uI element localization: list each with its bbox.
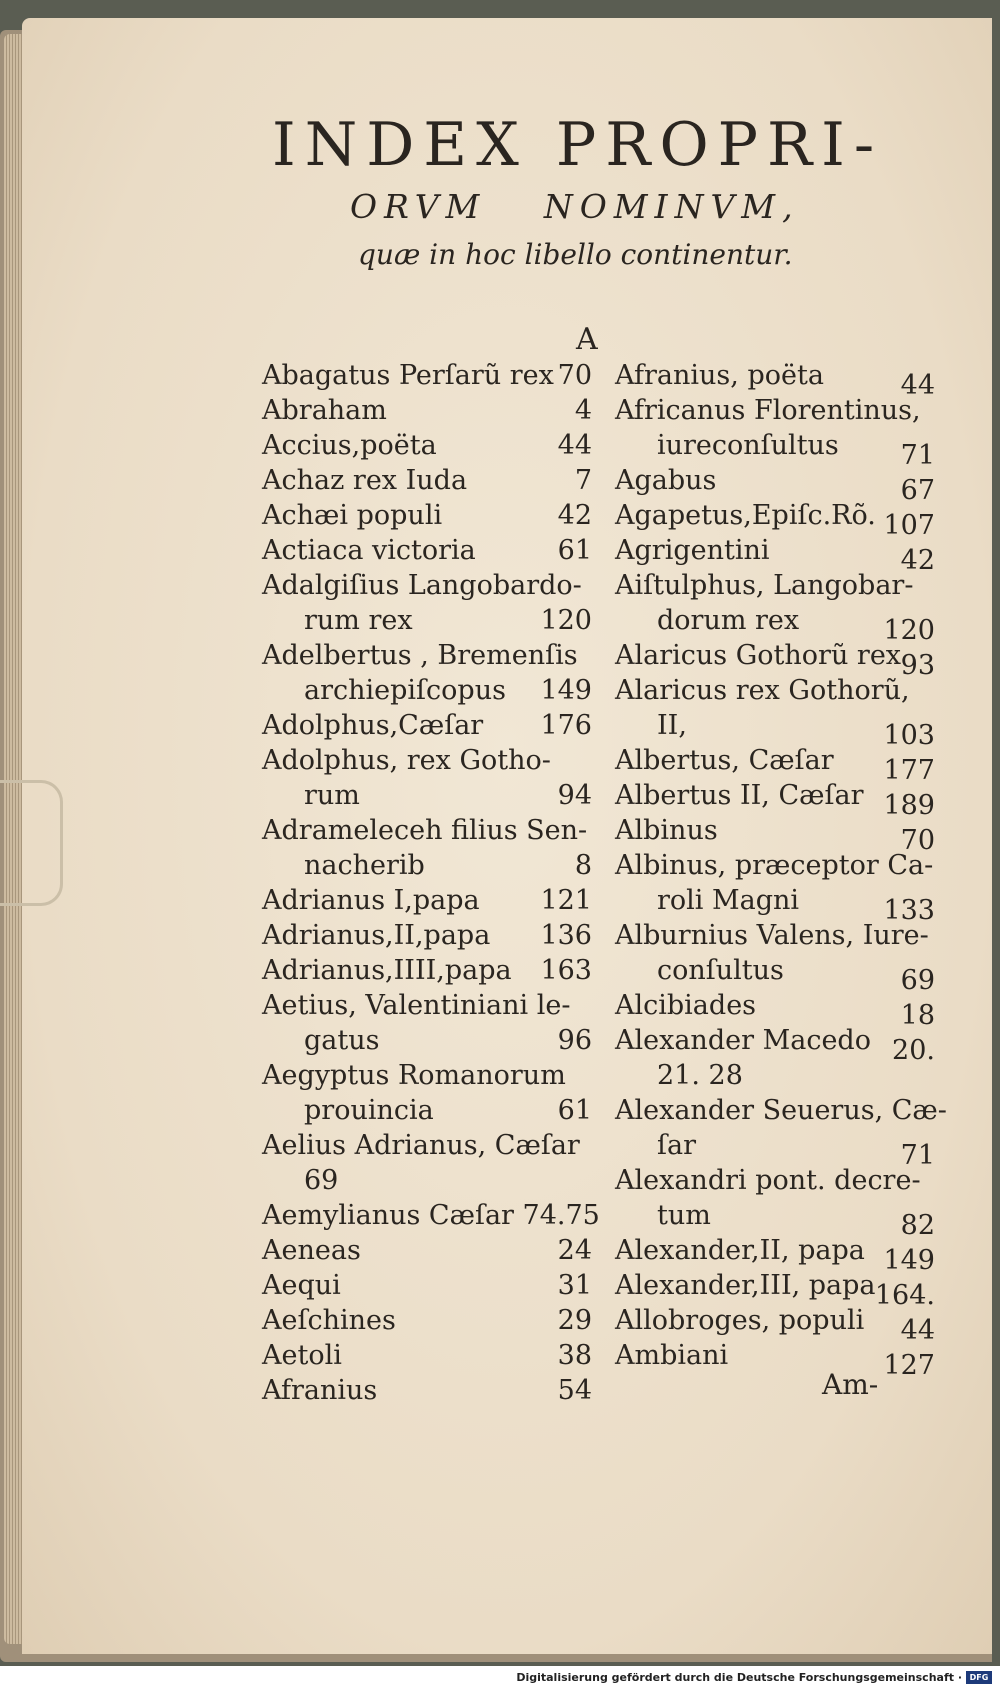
footer-credit: Digitalisierung gefördert durch die Deutsche Forschungsgemeinschaft · xyxy=(516,1671,962,1684)
entry-name: Albertus II, Cæſar xyxy=(615,780,864,811)
index-entry xyxy=(615,813,935,856)
entry-page-number: 20. xyxy=(892,1035,935,1066)
index-entry xyxy=(262,393,592,428)
index-entry xyxy=(262,498,592,533)
entry-name: Albinus xyxy=(615,815,718,846)
index-entry xyxy=(615,603,935,646)
index-entry xyxy=(262,673,592,708)
index-entry xyxy=(615,988,935,1031)
index-entry xyxy=(262,1058,592,1093)
entry-name: Afranius xyxy=(262,1375,378,1406)
index-entry xyxy=(262,1233,592,1268)
entry-page-number: 61 xyxy=(557,535,592,566)
index-entry xyxy=(262,988,592,1023)
index-entry xyxy=(615,848,935,883)
entry-page-number: 70 xyxy=(557,360,592,391)
entry-page-number: 189 xyxy=(883,790,935,821)
entry-name: Alexander,II, papa xyxy=(615,1235,865,1266)
entry-page-number: 149 xyxy=(883,1245,935,1276)
index-entry xyxy=(262,358,592,393)
page-subtitle: ORVM NOMINVM, xyxy=(350,187,800,226)
index-entry xyxy=(615,358,935,401)
index-entry xyxy=(262,1373,592,1408)
index-entry xyxy=(262,1303,592,1338)
entry-page-number: 24 xyxy=(557,1235,592,1266)
entry-page-number: 7 xyxy=(574,465,592,496)
entry-page-number: 163 xyxy=(540,955,592,986)
entry-name: Allobroges, populi xyxy=(615,1305,865,1336)
index-entry xyxy=(615,673,935,708)
entry-name: Alaricus Gothorũ rex xyxy=(615,640,902,671)
index-column-left xyxy=(262,358,600,1408)
entry-page-number: 120 xyxy=(883,615,935,646)
entry-page-number: 44 xyxy=(900,1315,935,1346)
entry-name: Adrianus I,papa xyxy=(262,885,480,916)
entry-page-number: 176 xyxy=(540,710,592,741)
index-entry xyxy=(615,638,935,681)
entry-page-number: 61 xyxy=(557,1095,592,1126)
entry-name: Achaz rex Iuda xyxy=(262,465,468,496)
entry-name: Aeneas xyxy=(262,1235,361,1266)
index-entry xyxy=(262,708,592,743)
entry-name: Alexander Macedo xyxy=(615,1025,871,1056)
entry-page-number: 8 xyxy=(574,850,592,881)
dfg-logo: DFG xyxy=(966,1671,992,1684)
entry-name: Albertus, Cæſar xyxy=(615,745,834,776)
index-entry xyxy=(262,778,592,813)
entry-name: Abagatus Perſarũ rex xyxy=(262,360,554,391)
entry-name: Adalgiſius Langobardo- xyxy=(262,570,582,601)
entry-name: roli Magni xyxy=(657,885,800,916)
index-column-right xyxy=(615,358,947,1381)
entry-page-number: 31 xyxy=(557,1270,592,1301)
entry-name: prouincia xyxy=(304,1095,434,1126)
index-entry xyxy=(262,918,592,953)
index-entry xyxy=(615,1128,935,1171)
entry-page-number: 133 xyxy=(883,895,935,926)
entry-page-number: 121 xyxy=(540,885,592,916)
entry-page-number: 136 xyxy=(540,920,592,951)
entry-name: Abraham xyxy=(262,395,387,426)
index-entry xyxy=(615,778,935,821)
entry-page-number: 127 xyxy=(883,1350,935,1381)
index-entry xyxy=(262,638,592,673)
index-entry xyxy=(262,1268,592,1303)
entry-name: Accius,poëta xyxy=(262,430,437,461)
index-entry xyxy=(262,848,592,883)
entry-name: 21. 28 xyxy=(657,1060,743,1091)
index-entry xyxy=(615,498,935,541)
entry-page-number: 103 xyxy=(883,720,935,751)
index-entry xyxy=(615,1023,935,1066)
entry-name: Adrianus,II,papa xyxy=(262,920,491,951)
index-entry xyxy=(615,708,935,751)
entry-name: Aetoli xyxy=(262,1340,342,1371)
entry-page-number: 54 xyxy=(557,1375,592,1406)
entry-page-number: 82 xyxy=(900,1210,935,1241)
entry-name: Alexander Seuerus, Cæ- xyxy=(615,1095,947,1126)
entry-name: ſar xyxy=(657,1130,696,1161)
page-subtitle-line2: quæ in hoc libello continentur. xyxy=(358,238,793,271)
entry-name: Aegyptus Romanorum xyxy=(262,1060,566,1091)
index-entry xyxy=(615,883,935,926)
entry-name: Africanus Florentinus, xyxy=(615,395,921,426)
index-entry xyxy=(262,953,592,988)
entry-name: Aeſchines xyxy=(262,1305,396,1336)
entry-page-number: 71 xyxy=(900,440,935,471)
index-entry xyxy=(262,1128,592,1163)
index-entry xyxy=(262,1163,592,1198)
section-letter: A xyxy=(576,322,598,357)
page-title: INDEX PROPRI- xyxy=(272,110,884,180)
entry-page-number: 107 xyxy=(883,510,935,541)
entry-page-number: 67 xyxy=(900,475,935,506)
entry-page-number: 38 xyxy=(557,1340,592,1371)
entry-name: iureconſultus xyxy=(657,430,839,461)
entry-page-number: 93 xyxy=(900,650,935,681)
entry-name: Agabus xyxy=(615,465,717,496)
index-entry xyxy=(262,428,592,463)
entry-name: Alburnius Valens, Iure- xyxy=(615,920,929,951)
entry-page-number: 42 xyxy=(900,545,935,576)
entry-name: Adelbertus , Bremenſis xyxy=(262,640,578,671)
entry-name: rum rex xyxy=(304,605,413,636)
index-entry xyxy=(262,813,592,848)
entry-name: Aiſtulphus, Langobar- xyxy=(615,570,914,601)
entry-page-number: 29 xyxy=(557,1305,592,1336)
entry-name: II, xyxy=(657,710,687,741)
index-entry xyxy=(615,568,935,603)
entry-name: Adrianus,IIII,papa xyxy=(262,955,512,986)
entry-page-number: 164. xyxy=(874,1280,935,1311)
entry-name: Alexander,III, papa xyxy=(615,1270,876,1301)
index-entry xyxy=(262,883,592,918)
entry-name: Agrigentini xyxy=(615,535,770,566)
entry-name: 69 xyxy=(304,1165,339,1196)
index-entry xyxy=(615,428,935,471)
index-entry xyxy=(615,1303,935,1346)
index-entry xyxy=(615,463,935,506)
index-entry xyxy=(262,1093,592,1128)
entry-name: Afranius, poëta xyxy=(615,360,824,391)
index-entry xyxy=(615,743,935,786)
footer-bar xyxy=(0,1666,1000,1691)
entry-name: Achæi populi xyxy=(262,500,443,531)
catchword: Am- xyxy=(822,1368,879,1401)
entry-name: Aequi xyxy=(262,1270,341,1301)
entry-page-number: 18 xyxy=(900,1000,935,1031)
index-entry xyxy=(262,1198,600,1233)
index-entry xyxy=(615,533,935,576)
index-entry xyxy=(615,1338,935,1381)
index-entry xyxy=(262,1338,592,1373)
entry-page-number: 149 xyxy=(540,675,592,706)
entry-page-number: 44 xyxy=(900,370,935,401)
entry-page-number: 44 xyxy=(557,430,592,461)
entry-name: Alexandri pont. decre- xyxy=(615,1165,921,1196)
entry-name: nacherib xyxy=(304,850,425,881)
index-entry xyxy=(615,1233,935,1276)
index-entry xyxy=(262,463,592,498)
index-entry xyxy=(615,393,935,428)
entry-name: tum xyxy=(657,1200,711,1231)
entry-page-number: 120 xyxy=(540,605,592,636)
entry-page-number: 4 xyxy=(574,395,592,426)
entry-name: rum xyxy=(304,780,360,811)
index-entry xyxy=(262,568,592,603)
entry-name: Alcibiades xyxy=(615,990,757,1021)
entry-name: Albinus, præceptor Ca- xyxy=(615,850,934,881)
entry-page-number: 94 xyxy=(557,780,592,811)
entry-name: gatus xyxy=(304,1025,380,1056)
entry-page-number: 96 xyxy=(557,1025,592,1056)
index-entry xyxy=(615,953,935,996)
entry-name: Aelius Adrianus, Cæſar xyxy=(262,1130,580,1161)
entry-name: Adolphus, rex Gotho- xyxy=(262,745,551,776)
entry-name: Adrameleceh filius Sen- xyxy=(262,815,588,846)
entry-name: archiepiſcopus xyxy=(304,675,506,706)
entry-name: Adolphus,Cæſar xyxy=(262,710,484,741)
entry-name: Ambiani xyxy=(615,1340,729,1371)
entry-page-number: 177 xyxy=(883,755,935,786)
index-entry xyxy=(615,1163,935,1198)
index-entry xyxy=(615,1198,935,1241)
entry-name: Aemylianus Cæſar 74.75 xyxy=(262,1200,600,1231)
entry-name: Agapetus,Epiſc.Rõ. xyxy=(615,500,876,531)
entry-name: Actiaca victoria xyxy=(262,535,476,566)
entry-page-number: 42 xyxy=(557,500,592,531)
index-entry xyxy=(615,1058,935,1093)
entry-name: Aetius, Valentiniani le- xyxy=(262,990,571,1021)
index-entry xyxy=(262,743,592,778)
entry-name: dorum rex xyxy=(657,605,800,636)
index-entry xyxy=(615,1268,935,1311)
entry-page-number: 71 xyxy=(900,1140,935,1171)
clasp-tab xyxy=(0,780,63,906)
index-entry xyxy=(615,1093,947,1128)
entry-name: conſultus xyxy=(657,955,784,986)
entry-page-number: 70 xyxy=(900,825,935,856)
entry-page-number: 69 xyxy=(900,965,935,996)
index-entry xyxy=(262,1023,592,1058)
index-entry xyxy=(262,533,592,568)
index-entry xyxy=(262,603,592,638)
entry-name: Alaricus rex Gothorũ, xyxy=(615,675,910,706)
index-entry xyxy=(615,918,935,953)
